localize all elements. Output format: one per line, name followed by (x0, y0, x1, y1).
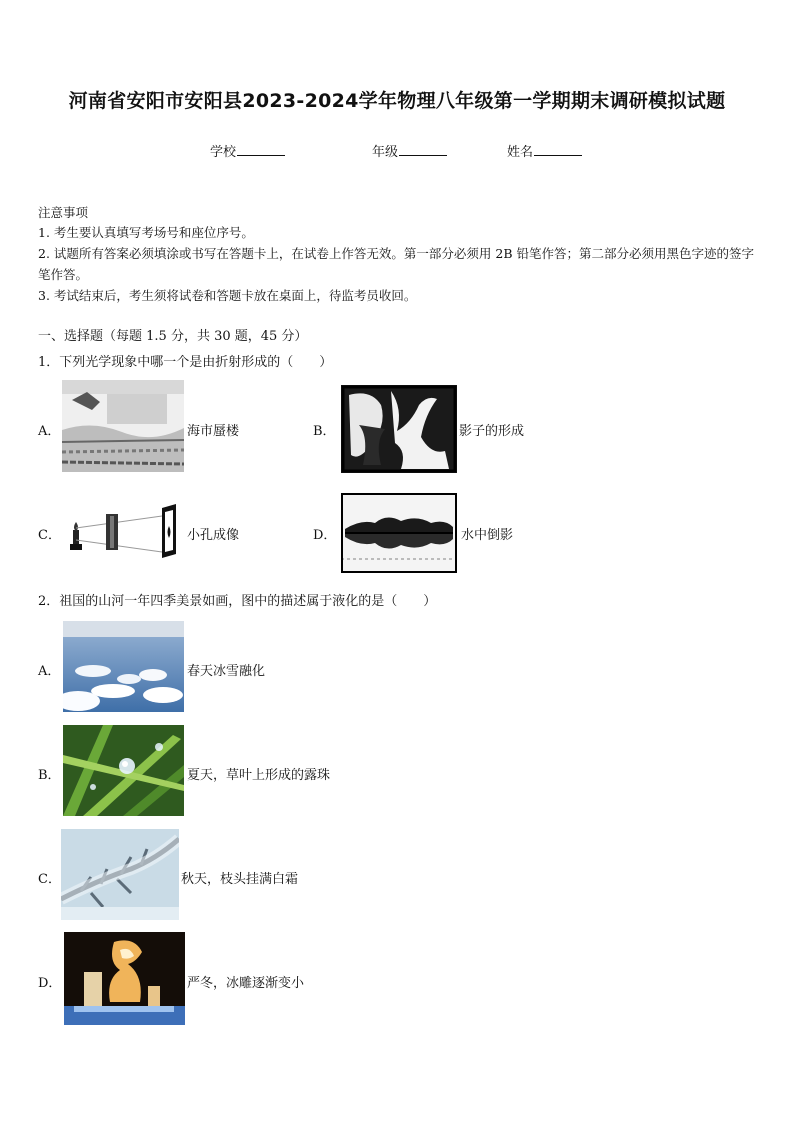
grade-label: 年级 (372, 145, 399, 160)
school-blank[interactable] (237, 143, 285, 156)
note-item: 1. 考生要认真填写考场号和座位序号。 (38, 225, 254, 240)
name-blank[interactable] (534, 143, 582, 156)
q1-option-b-label: 影子的形成 (459, 424, 525, 439)
q2-option-b-label: 夏天，草叶上形成的露珠 (187, 768, 331, 783)
name-field (507, 141, 582, 160)
note-item: 2. 试题所有答案必须填涂或书写在答题卡上，在试卷上作答无效。第一部分必须用 2B 铅笔作答；第二部分必须用黑色字迹的签字笔作答。 (38, 246, 754, 282)
page-title: 河南省安阳市安阳县2023-2024学年物理八年级第一学期期末调研模拟试题 (68, 90, 726, 112)
q2-option-c-letter: C． (38, 872, 61, 887)
notes-title: 注意事项 (38, 205, 89, 220)
snow-melt-photo (63, 621, 184, 712)
q1-option-d-label: 水中倒影 (461, 528, 514, 543)
q2-option-d-letter: D． (38, 976, 62, 991)
frost-photo (61, 829, 179, 920)
q1-option-c-letter: C． (38, 528, 61, 543)
q2-option-a-label: 春天冰雪融化 (187, 664, 266, 679)
note-item: 3. 考试结束后，考生须将试卷和答题卡放在桌面上，待监考员收回。 (38, 288, 417, 303)
q2-option-c-label: 秋天，枝头挂满白霜 (181, 872, 299, 887)
school-field (210, 141, 285, 160)
q1-option-c-label: 小孔成像 (187, 528, 240, 543)
section-heading: 一、选择题（每题 1.5 分，共 30 题，45 分） (38, 329, 308, 344)
mirage-photo (62, 380, 184, 472)
dew-photo (63, 725, 184, 816)
q1-option-a-letter: A． (38, 424, 61, 439)
question-2-stem: 2．祖国的山河一年四季美景如画，图中的描述属于液化的是（ ） (38, 594, 437, 609)
grade-blank[interactable] (399, 143, 447, 156)
school-label: 学校 (210, 145, 237, 160)
name-label: 姓名 (507, 145, 534, 160)
grade-field (372, 141, 447, 160)
q2-option-a-letter: A． (38, 664, 61, 679)
q2-option-b-letter: B． (38, 768, 61, 783)
shadow-photo (341, 385, 457, 473)
q1-option-b-letter: B． (313, 424, 336, 439)
pinhole-diagram (62, 500, 184, 558)
q1-option-d-letter: D． (313, 528, 337, 543)
q1-option-a-label: 海市蜃楼 (187, 424, 240, 439)
ice-sculpture-photo (64, 932, 185, 1025)
question-1-stem: 1．下列光学现象中哪一个是由折射形成的（ ） (38, 355, 333, 370)
reflection-photo (341, 493, 457, 573)
q2-option-d-label: 严冬，冰雕逐渐变小 (187, 976, 305, 991)
